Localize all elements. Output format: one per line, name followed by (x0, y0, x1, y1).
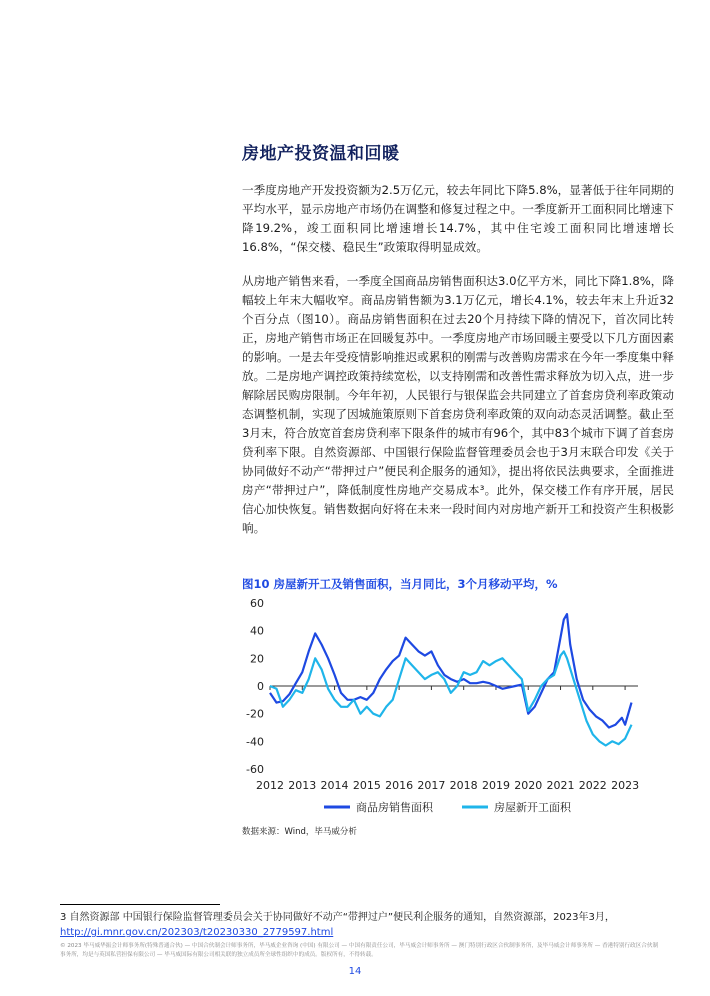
y-tick-label: 0 (257, 680, 264, 693)
data-source: 数据来源：Wind，毕马威分析 (242, 827, 357, 837)
footnote-text: 3 自然资源部 中国银行保险监督管理委员会关于协同做好不动产“带押过户”便民利企服务的通知，自然资源部，2023年3月， (60, 912, 615, 923)
y-tick-label: 60 (250, 597, 264, 610)
y-tick-label: -20 (246, 707, 264, 721)
footnote-link[interactable]: http://gi.mnr.gov.cn/202303/t20230330_2779597.html (60, 927, 334, 938)
y-tick-label: -60 (246, 763, 264, 776)
x-tick-label: 2017 (417, 779, 446, 792)
x-tick-label: 2015 (352, 779, 381, 792)
section-heading: 房地产投资温和回暖 (242, 144, 400, 164)
x-tick-label: 2021 (546, 779, 575, 792)
series-line-starts (270, 651, 632, 745)
x-tick-label: 2014 (320, 779, 349, 792)
legend-label-starts: 房屋新开工面积 (494, 801, 571, 814)
paragraph-sales: 从房地产销售来看，一季度全国商品房销售面积达3.0亿平方米，同比下降1.8%，降幅较上年末大幅收窄。商品房销售额为3.1万亿元，增长4.1%，较去年末上升近32个百分点（图10）。商品房销售面积在过去20个月持续下降的情况下，首次同比转正，房地产销售市场正在回暖复苏中。一季度房地产市场回暖主要受以下几方面因素的影响。一是去年受疫情影响推迟或累积的刚需与改善购房需求在今年一季度集中释放。二是房地产调控政策持续宽松，以支持刚需和改善性需求释放为切入点，进一步解除居民购房限制。今年年初，人民银行与银保监会共同建立了首套房贷利率政策动态调整机制，实现了因城施策原则下首套房贷利率政策的双向动态灵活调整。截止至3月末，符合放宽首套房贷利率下限条件的城市有96个，其中83个城市下调了首套房贷利率下限。自然资源部、中国银行保险监督管理委员会也于3月末联合印发《关于协同做好不动产“带押过户”便民利企服务的通知》，提出将依民法典要求，全面推进房产“带押过户”，降低制度性房地产交易成本³。此外，保交楼工作有序开展，居民信心加快恢复。销售数据向好将在未来一段时间内对房地产新开工和投资产生积极影响。 (242, 274, 674, 535)
x-tick-label: 2012 (256, 779, 284, 792)
x-tick-label: 2016 (385, 779, 414, 792)
x-tick-label: 2013 (288, 779, 317, 792)
x-tick-label: 2018 (449, 779, 478, 792)
footnote-divider (60, 904, 220, 905)
page-number: 14 (348, 966, 362, 977)
x-tick-label: 2023 (611, 779, 640, 792)
line-chart (236, 593, 656, 825)
x-tick-label: 2022 (578, 779, 607, 792)
figure-title: 图10 房屋新开工及销售面积，当月同比，3个月移动平均，% (242, 577, 558, 591)
x-tick-label: 2019 (481, 779, 510, 792)
y-tick-label: -40 (246, 735, 264, 749)
legend-label-sales: 商品房销售面积 (356, 801, 433, 814)
y-tick-label: 20 (250, 652, 264, 666)
x-tick-label: 2020 (514, 779, 543, 792)
series-line-sales (270, 614, 632, 727)
copyright-notice: © 2023 毕马威华振会计师事务所(特殊普通合伙) — 中国合伙制会计师事务所，毕马威企业咨询 (中国) 有限公司 — 中国有限责任公司，毕马威会计师事务所 — 澳门特别行政区合伙制事务所，及毕马威会计师事务所 — 香港特别行政区合伙制事务所，均是与英国私营担保有限公司 — 毕马威国际有限公司相关联的独立成员所全球性组织中的成员。版权所有，不得转载。 (60, 943, 659, 958)
y-tick-label: 40 (250, 624, 264, 638)
footnote (60, 910, 680, 940)
paragraph-investment: 一季度房地产开发投资额为2.5万亿元，较去年同比下降5.8%，显著低于往年同期的平均水平，显示房地产市场仍在调整和修复过程之中。一季度新开工面积同比增速下降19.2%，竣工面积同比增速增长14.7%，其中住宅竣工面积同比增速增长16.8%，“保交楼、稳民生”政策取得明显成效。 (242, 183, 674, 254)
